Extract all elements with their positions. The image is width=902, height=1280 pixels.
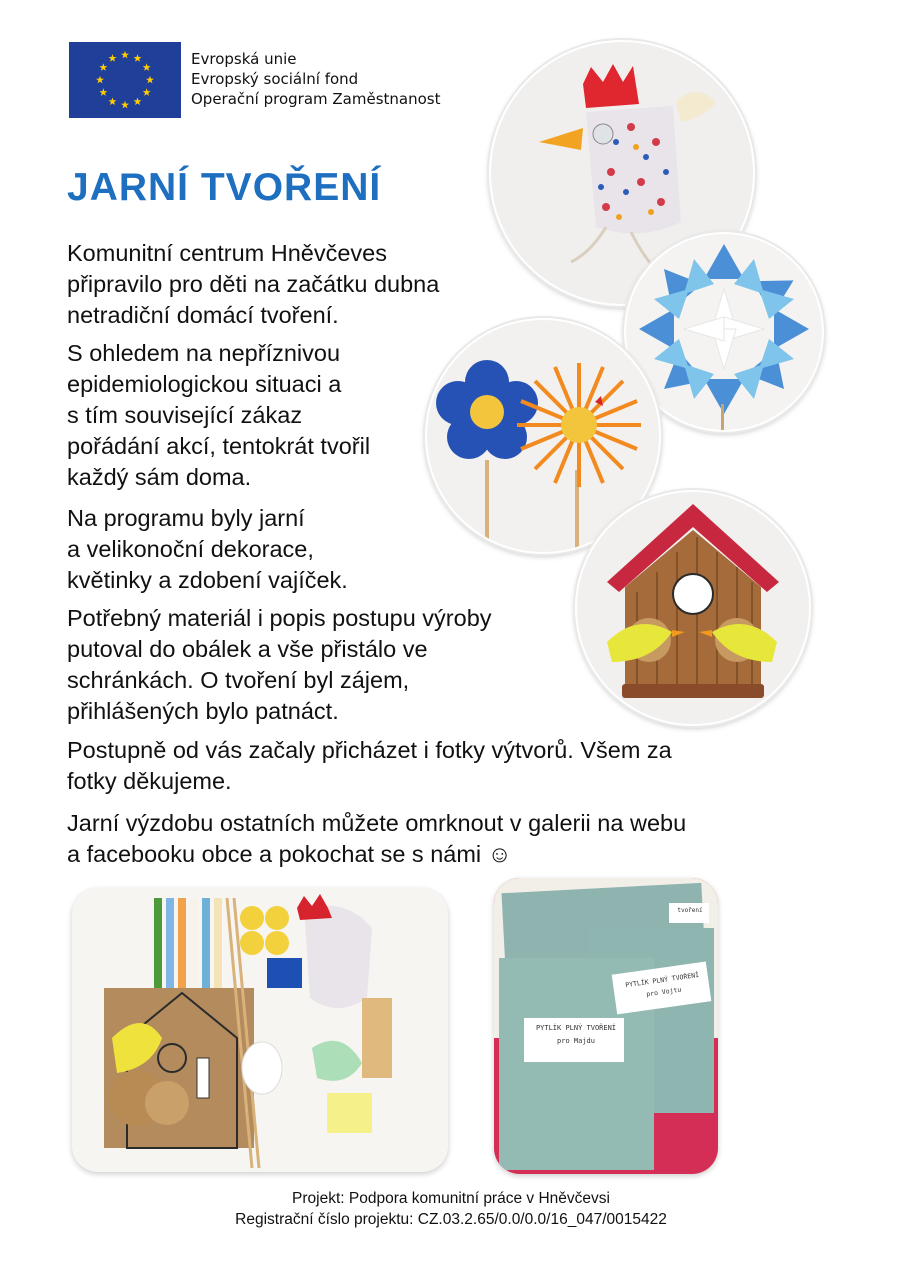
eu-star-icon: [99, 88, 107, 96]
eu-star-icon: [109, 97, 117, 105]
paragraph-program: [67, 503, 348, 596]
text-line: přihlášených bylo patnáct.: [67, 698, 339, 724]
project-name: Projekt: Podpora komunitní práce v Hněvčevsi: [292, 1190, 610, 1207]
paragraph-situation: [67, 338, 370, 493]
text-line: Potřebný materiál i popis postupu výroby: [67, 605, 492, 631]
envelope-label-line: pro Majdu: [557, 1037, 595, 1045]
eu-star-icon: [146, 76, 154, 84]
text-line: Jarní výzdobu ostatních můžete omrknout v galerii na webu: [67, 810, 687, 836]
envelope-label-majda: [530, 1022, 622, 1048]
text-line: schránkách. O tvoření byl zájem,: [67, 667, 410, 693]
paragraph-material: [67, 603, 492, 727]
text-line: netradiční domácí tvoření.: [67, 302, 339, 328]
text-line: Na programu byly jarní: [67, 505, 305, 531]
eu-star-icon: [109, 54, 117, 62]
eu-funding-text: [191, 49, 441, 109]
envelope-label-line: PYTLÍK PLNÝ TVOŘENÍ: [624, 970, 700, 990]
text-line: putoval do obálek a vše přistálo ve: [67, 636, 428, 662]
photo-craft-materials: [72, 888, 448, 1172]
eu-star-icon: [143, 88, 151, 96]
paragraph-gallery: [67, 808, 686, 870]
text-line: s tím související zákaz: [67, 402, 303, 428]
paragraph-photos: [67, 735, 672, 797]
eu-line-fund: Evropský sociální fond: [191, 70, 359, 88]
text-line: květinky a zdobení vajíček.: [67, 567, 348, 593]
paragraph-intro: [67, 238, 439, 331]
text-line: připravilo pro děti na začátku dubna: [67, 271, 440, 297]
text-line: Komunitní centrum Hněvčeves: [67, 240, 388, 266]
eu-star-icon: [96, 76, 104, 84]
project-footer: [0, 1188, 902, 1230]
eu-star-icon: [99, 63, 107, 71]
project-registration: Registrační číslo projektu: CZ.03.2.65/0.0/0.0/16_047/0015422: [235, 1211, 667, 1228]
eu-star-icon: [134, 97, 142, 105]
photo-envelopes: [494, 878, 718, 1174]
text-line: S ohledem na nepříznivou: [67, 340, 341, 366]
eu-star-icon: [134, 54, 142, 62]
text-line: Postupně od vás začaly přicházet i fotky výtvorů. Všem za: [67, 737, 672, 763]
text-line: a facebooku obce a pokochat se s námi ☺: [67, 841, 512, 867]
eu-flag-logo: [69, 42, 181, 118]
eu-star-icon: [143, 63, 151, 71]
envelope-label-line: PYTLÍK PLNÝ TVOŘENÍ: [535, 1024, 617, 1032]
text-line: fotky děkujeme.: [67, 768, 232, 794]
text-line: a velikonoční dekorace,: [67, 536, 314, 562]
envelope-label-line: pro Vojtu: [645, 985, 682, 999]
eu-star-icon: [121, 101, 129, 109]
eu-star-icon: [121, 51, 129, 59]
text-line: každý sám doma.: [67, 464, 252, 490]
envelope-label-back: tvoření: [677, 907, 703, 914]
photo-bird-house: [575, 490, 811, 726]
page-title: JARNÍ TVOŘENÍ: [67, 166, 382, 209]
eu-line-union: Evropská unie: [191, 50, 297, 68]
text-line: pořádání akcí, tentokrát tvořil: [67, 433, 371, 459]
text-line: epidemiologickou situaci a: [67, 371, 342, 397]
eu-line-program: Operační program Zaměstnanost: [191, 90, 441, 108]
